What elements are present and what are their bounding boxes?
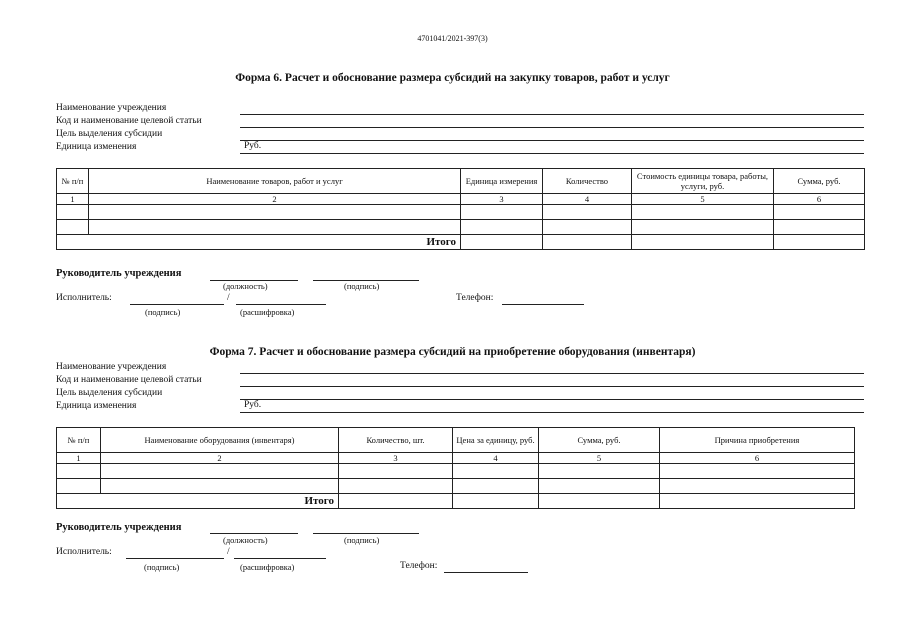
column-number: 3 [461,194,543,205]
column-number: 4 [453,453,539,464]
form6-institution-label: Наименование учреждения [56,103,167,113]
table-cell[interactable] [101,479,339,494]
form7-unit-line [240,412,864,413]
column-number: 4 [543,194,632,205]
form7-position-line[interactable] [210,533,298,534]
form7-position-caption: (должность) [223,535,268,545]
table-cell[interactable] [89,205,461,220]
table-cell[interactable] [339,494,453,509]
table-cell[interactable] [539,464,660,479]
form6-purpose-line[interactable] [240,140,864,141]
table-cell[interactable] [57,464,101,479]
header-unit-cost: Стоимость единицы товара, работы, услуги, руб. [632,169,774,194]
header-number: № п/п [57,169,89,194]
form6-unit-label: Единица изменения [56,142,137,152]
form7-transcript-line[interactable] [234,558,326,559]
form6-phone-line[interactable] [502,304,584,305]
header-goods-name: Наименование товаров, работ и услуг [89,169,461,194]
form7-unit-label: Единица изменения [56,401,137,411]
form7-transcript-caption: (расшифровка) [240,562,295,572]
form7-purpose-label: Цель выделения субсидии [56,388,163,398]
table-cell[interactable] [660,494,855,509]
form7-purpose-line[interactable] [240,399,864,400]
column-number: 5 [632,194,774,205]
table-number-row [57,194,865,205]
total-label: Итого [101,494,339,509]
form7-head-label: Руководитель учреждения [56,522,182,533]
table-cell[interactable] [539,479,660,494]
table-row[interactable] [57,479,855,494]
table-cell[interactable] [660,479,855,494]
table-cell[interactable] [632,235,774,250]
form7-signature-line[interactable] [313,533,419,534]
total-sum-cell[interactable] [774,235,865,250]
table-cell[interactable] [632,220,774,235]
form6-title: Форма 6. Расчет и обоснование размера субсидий на закупку товаров, работ и услуг [235,72,670,84]
total-label: Итого [89,235,461,250]
table-cell[interactable] [453,479,539,494]
table-cell[interactable] [453,494,539,509]
form6-item-code-label: Код и наименование целевой статьи [56,116,202,126]
form7-table [56,427,855,509]
form7-phone-line[interactable] [444,572,528,573]
form6-exec-signature-caption: (подпись) [145,307,181,317]
table-cell[interactable] [543,205,632,220]
form7-phone-label: Телефон: [400,561,438,571]
form7-slash: / [227,547,230,557]
header-quantity: Количество [543,169,632,194]
form6-position-caption: (должность) [223,281,268,291]
table-cell[interactable] [461,235,543,250]
table-total-row [57,494,855,509]
column-number: 1 [57,453,101,464]
form6-transcript-caption: (расшифровка) [240,307,295,317]
header-sum: Сумма, руб. [774,169,865,194]
table-cell[interactable] [89,220,461,235]
table-cell[interactable] [453,464,539,479]
form7-signature-caption: (подпись) [344,535,380,545]
table-header-row [57,169,865,194]
table-cell [57,235,89,250]
form6-unit-line [240,153,864,154]
table-cell [57,494,101,509]
form6-unit-value: Руб. [244,141,262,151]
table-cell[interactable] [774,205,865,220]
table-cell[interactable] [461,220,543,235]
table-cell[interactable] [632,205,774,220]
form7-item-code-label: Код и наименование целевой статьи [56,375,202,385]
table-cell[interactable] [339,479,453,494]
table-header-row [57,428,855,453]
form7-institution-line[interactable] [240,373,864,374]
table-cell[interactable] [101,464,339,479]
table-cell[interactable] [461,205,543,220]
table-number-row [57,453,855,464]
header-unit-price: Цена за единицу, руб. [453,428,539,453]
table-row[interactable] [57,220,865,235]
document-number: 4701041/2021-397(3) [417,34,488,43]
header-unit: Единица измерения [461,169,543,194]
table-cell[interactable] [57,479,101,494]
table-cell[interactable] [660,464,855,479]
header-reason: Причина приобретения [660,428,855,453]
table-row[interactable] [57,205,865,220]
header-sum: Сумма, руб. [539,428,660,453]
column-number: 3 [339,453,453,464]
form7-exec-signature-caption: (подпись) [144,562,180,572]
table-cell[interactable] [57,220,89,235]
total-sum-cell[interactable] [539,494,660,509]
table-row[interactable] [57,464,855,479]
form7-executor-signature-line[interactable] [126,558,224,559]
column-number: 5 [539,453,660,464]
form6-table [56,168,865,250]
table-cell[interactable] [57,205,89,220]
column-number: 6 [660,453,855,464]
form6-executor-label: Исполнитель: [56,293,112,303]
form7-unit-value: Руб. [244,400,262,410]
header-quantity: Количество, шт. [339,428,453,453]
table-cell[interactable] [543,220,632,235]
form6-head-label: Руководитель учреждения [56,268,182,279]
form7-title: Форма 7. Расчет и обоснование размера субсидий на приобретение оборудования (инвентаря) [209,346,696,358]
form7-institution-label: Наименование учреждения [56,362,167,372]
form6-phone-label: Телефон: [456,293,494,303]
column-number: 6 [774,194,865,205]
form6-signature-caption: (подпись) [344,281,380,291]
form6-executor-signature-line[interactable] [130,304,224,305]
table-cell[interactable] [543,235,632,250]
column-number: 2 [101,453,339,464]
table-cell[interactable] [774,220,865,235]
form7-item-code-line[interactable] [240,386,864,387]
form6-purpose-label: Цель выделения субсидии [56,129,163,139]
column-number: 2 [89,194,461,205]
form6-institution-line[interactable] [240,114,864,115]
form6-transcript-line[interactable] [236,304,326,305]
table-total-row [57,235,865,250]
table-cell[interactable] [339,464,453,479]
header-number: № п/п [57,428,101,453]
form7-executor-label: Исполнитель: [56,547,112,557]
header-equipment-name: Наименование оборудования (инвентаря) [101,428,339,453]
form6-slash: / [227,293,230,303]
column-number: 1 [57,194,89,205]
form6-item-code-line[interactable] [240,127,864,128]
